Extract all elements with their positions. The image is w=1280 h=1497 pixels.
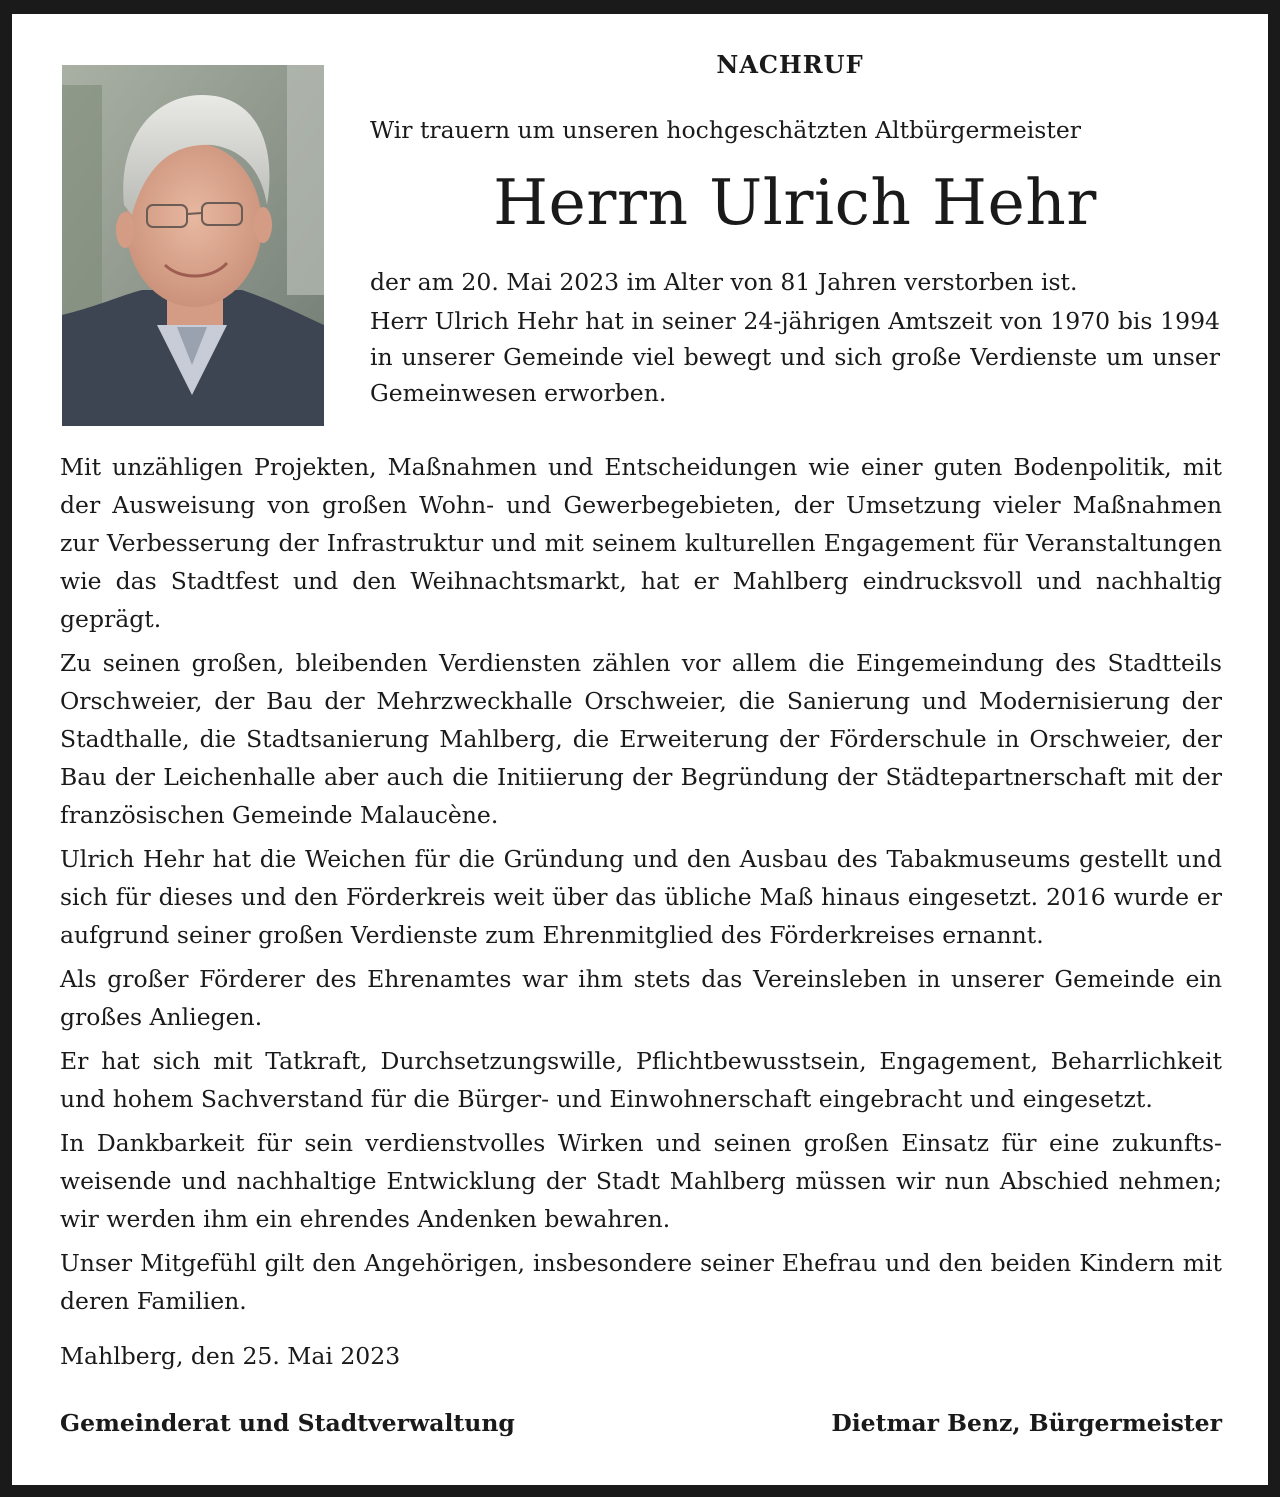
term-paragraph: Herr Ulrich Hehr hat in seiner 24-jährigen Amtszeit von 1970 bis 1994 in unserer Gemeinde viel bewegt und sich große Verdienste um unser Gemeinwesen erworben.: [370, 307, 1220, 407]
body-paragraph: Als großer Förderer des Ehrenamtes war ihm stets das Vereinsleben in unserer Gemeinde ein großes Anliegen.: [60, 965, 1222, 1031]
body-paragraph: In Dankbarkeit für sein verdienstvolles Wirken und seinen großen Einsatz für eine zukunfts-weisende und nachhaltige Entwicklung der Stadt Mahlberg müssen wir nun Abschied nehmen; wir werden ihm ein ehrendes Andenken bewahren.: [60, 1129, 1222, 1233]
intro-line: Wir trauern um unseren hochgeschätzten Altbürgermeister: [370, 116, 1081, 144]
notice-heading: NACHRUF: [716, 50, 864, 79]
body-paragraph: Ulrich Hehr hat die Weichen für die Gründung und den Ausbau des Tabakmuseums gestellt und sich für dieses und den Förderkreis weit über das übliche Maß hinaus eingesetzt. 2016 wurde er aufgrund seiner großen Verdienste zum Ehrenmitglied des Förderkreises ernannt.: [60, 845, 1222, 949]
signatory-council: Gemeinderat und Stadtverwaltung: [60, 1409, 515, 1437]
body-paragraph: Er hat sich mit Tatkraft, Durchsetzungswille, Pflichtbewusstsein, Engagement, Beharrlichkeit und hohem Sachverstand für die Bürger- und Einwohnerschaft eingebracht und eingesetzt.: [60, 1047, 1222, 1113]
deceased-name: Herrn Ulrich Hehr: [493, 166, 1097, 239]
body-paragraph: Unser Mitgefühl gilt den Angehörigen, insbesondere seiner Ehefrau und den beiden Kindern mit deren Familien.: [60, 1249, 1222, 1315]
body-paragraph: Mit unzähligen Projekten, Maßnahmen und Entscheidungen wie einer guten Bodenpolitik, mit der Ausweisung von großen Wohn- und Gewerbegebieten, der Umsetzung vieler Maßnahmen zur Verbesserung der Infrastruktur und mit seinem kulturellen Engagement für Veranstaltungen wie das Stadtfest und den Weihnachtsmarkt, hat er Mahlberg eindrucksvoll und nachhaltig geprägt.: [60, 453, 1222, 633]
portrait-photo: [62, 65, 324, 426]
obituary-body: [60, 448, 1222, 1326]
signatory-mayor: Dietmar Benz, Bürgermeister: [831, 1409, 1222, 1437]
header-block: [370, 50, 1220, 411]
body-paragraph: Zu seinen großen, bleibenden Verdiensten zählen vor allem die Eingemeindung des Stadtteils Orschweier, der Bau der Mehrzweckhalle Orschweier, die Sanierung und Modernisierung der Stadthalle, die Stadtsanierung Mahlberg, die Erweiterung der Förderschule in Orschweier, der Bau der Leichenhalle aber auch die Initiierung der Begründung der Städtepartnerschaft mit der französischen Gemeinde Malaucène.: [60, 649, 1222, 829]
death-notice-line: der am 20. Mai 2023 im Alter von 81 Jahren verstorben ist.: [370, 268, 1078, 296]
place-date: Mahlberg, den 25. Mai 2023: [60, 1342, 401, 1370]
